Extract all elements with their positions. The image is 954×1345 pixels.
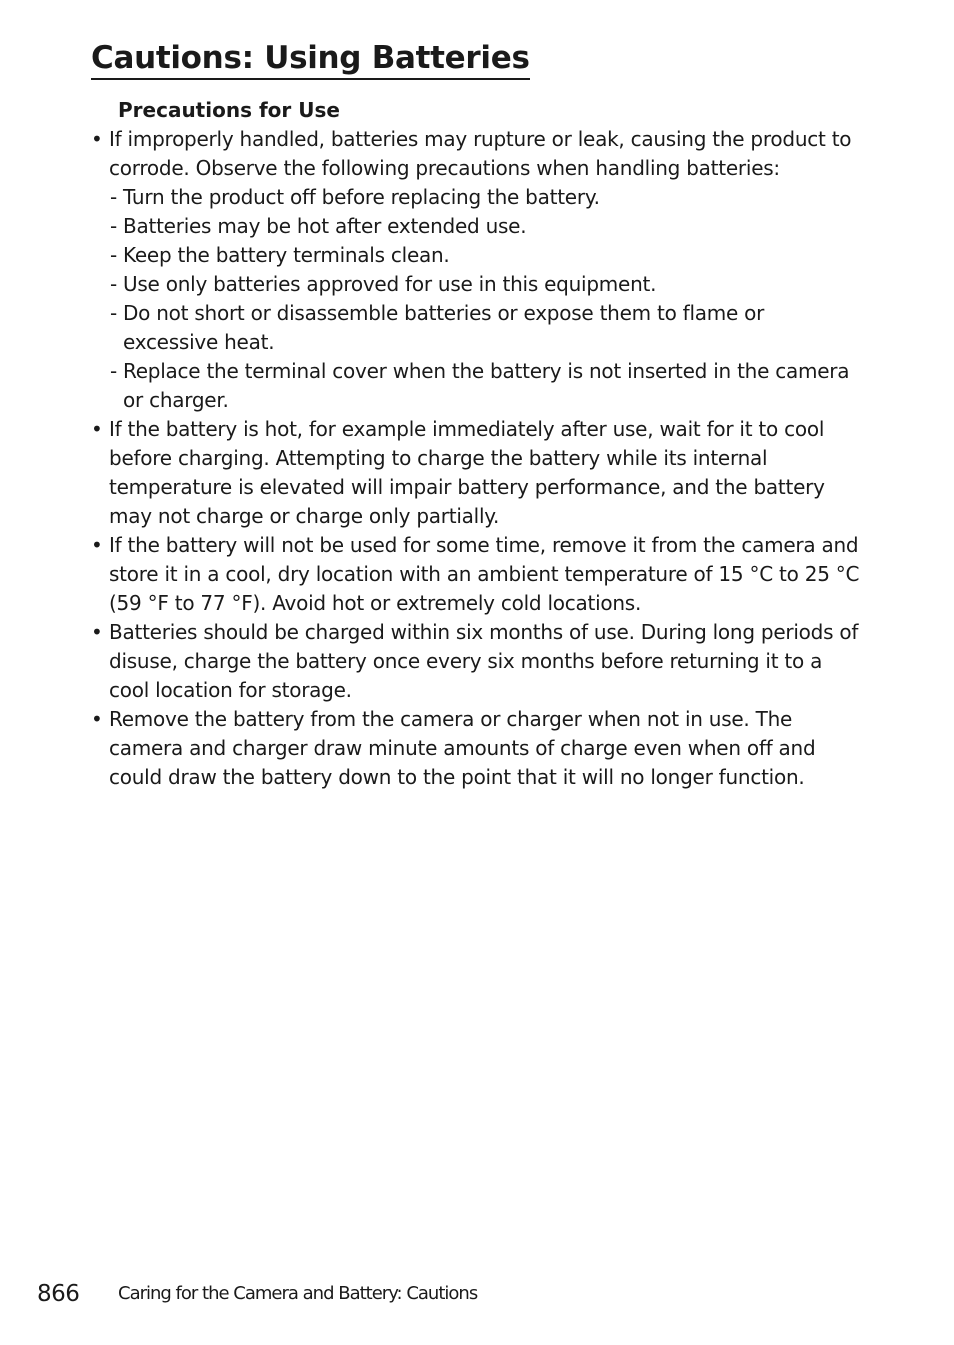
page-title: Cautions: Using Batteries [91, 38, 530, 80]
bullet-text: If improperly handled, batteries may rupture or leak, causing the product to corrode. Observe the following precautions when handling batteries: [109, 127, 852, 180]
bullet-item [91, 531, 861, 618]
sub-item: - Keep the battery terminals clean. [109, 241, 861, 270]
bullet-item [91, 415, 861, 531]
bullet-text: Remove the battery from the camera or charger when not in use. The camera and charger draw minute amounts of charge even when off and could draw the battery down to the point that it will no longer function. [109, 707, 816, 789]
page-number: 866 [37, 1281, 80, 1307]
sub-item: - Replace the terminal cover when the battery is not inserted in the camera or charger. [109, 357, 861, 415]
sub-list [109, 183, 861, 415]
bullet-item [91, 705, 861, 792]
sub-item: - Batteries may be hot after extended use. [109, 212, 861, 241]
sub-item: - Turn the product off before replacing the battery. [109, 183, 861, 212]
sub-item: - Use only batteries approved for use in this equipment. [109, 270, 861, 299]
bullet-text: Batteries should be charged within six months of use. During long periods of disuse, charge the battery once every six months before returning it to a cool location for storage. [109, 620, 859, 702]
bullet-item [91, 125, 861, 415]
footer-caption: Caring for the Camera and Battery: Cautions [118, 1283, 478, 1304]
bullet-text: If the battery will not be used for some time, remove it from the camera and store it in a cool, dry location with an ambient temperature of 15 °C to 25 °C (59 °F to 77 °F). Avoid hot or extremely cold locations. [109, 533, 860, 615]
bullet-text: If the battery is hot, for example immediately after use, wait for it to cool before charging. Attempting to charge the battery while its internal temperature is elevated will impair battery performance, and the battery may not charge or charge only partially. [109, 417, 825, 528]
sub-item: - Do not short or disassemble batteries or expose them to flame or excessive heat. [109, 299, 861, 357]
section-heading: Precautions for Use [118, 98, 340, 122]
bullet-item [91, 618, 861, 705]
precautions-list [91, 125, 861, 792]
